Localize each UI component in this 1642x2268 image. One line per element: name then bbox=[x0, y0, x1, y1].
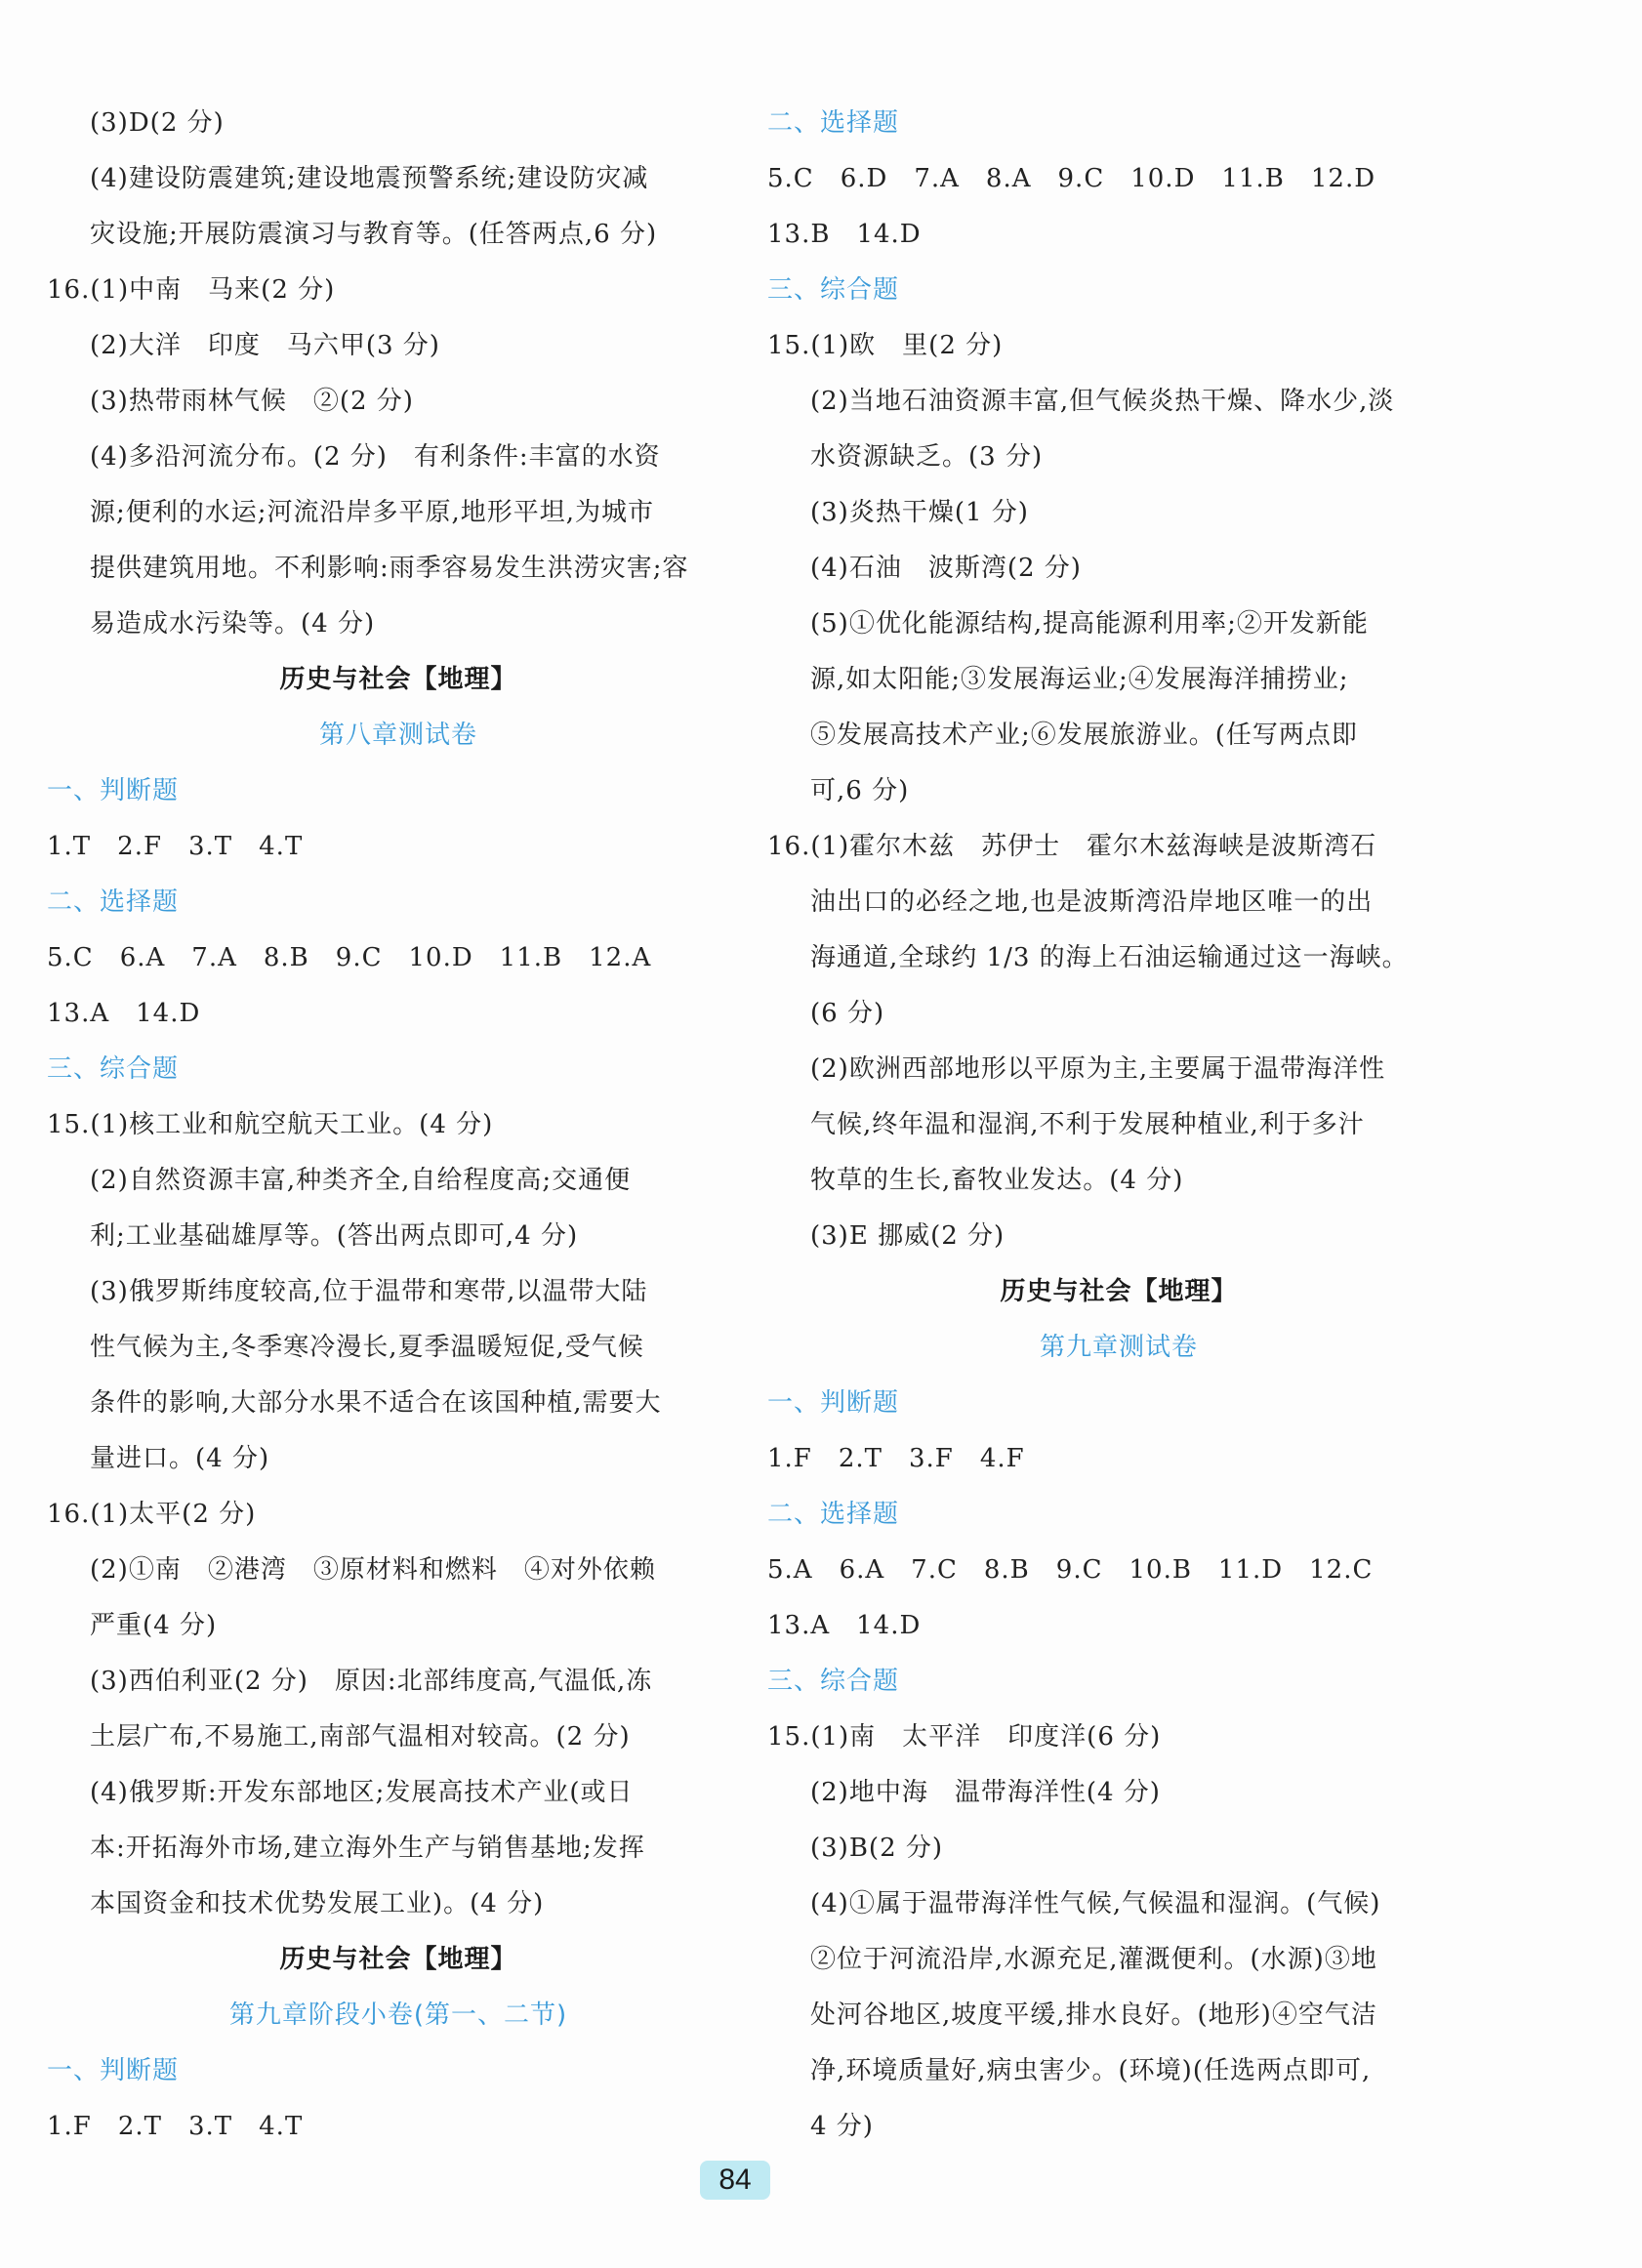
answer-line: 13.A 14.D bbox=[47, 999, 201, 1028]
answer-line: (2)地中海 温带海洋性(4 分) bbox=[810, 1778, 1161, 1807]
answer-line: (2)当地石油资源丰富,但气候炎热干燥、降水少,淡 bbox=[810, 387, 1395, 416]
answer-line: (4)建设防震建筑;建设地震预警系统;建设防灾减 bbox=[90, 164, 649, 193]
answer-line: 易造成水污染等。(4 分) bbox=[90, 609, 376, 639]
answer-line: 本国资金和技术优势发展工业)。(4 分) bbox=[90, 1889, 545, 1918]
left-column bbox=[47, 96, 730, 2155]
answer-line: 气候,终年温和湿润,不利于发展种植业,利于多汁 bbox=[810, 1110, 1365, 1139]
page-number-badge: 84 bbox=[700, 2161, 770, 2200]
answer-line: 15.(1)欧 里(2 分) bbox=[767, 331, 1004, 360]
test-subtitle: 第八章测试卷 bbox=[318, 721, 477, 750]
answer-line: 源,如太阳能;③发展海运业;④发展海洋捕捞业; bbox=[810, 665, 1349, 694]
answer-line: (2)大洋 印度 马六甲(3 分) bbox=[90, 331, 440, 360]
answer-line: (3)西伯利亚(2 分) 原因:北部纬度高,气温低,冻 bbox=[90, 1667, 653, 1696]
answer-line: ⑤发展高技术产业;⑥发展旅游业。(任写两点即 bbox=[810, 721, 1358, 750]
answer-line: (3)E 挪威(2 分) bbox=[810, 1221, 1006, 1251]
chapter-title: 历史与社会【地理】 bbox=[279, 665, 517, 694]
chapter-title: 历史与社会【地理】 bbox=[279, 1945, 517, 1974]
answer-line: 源;便利的水运;河流沿岸多平原,地形平坦,为城市 bbox=[90, 498, 655, 527]
section-heading: 三、综合题 bbox=[767, 1667, 900, 1696]
answer-line: (5)①优化能源结构,提高能源利用率;②开发新能 bbox=[810, 609, 1369, 639]
answer-line: 16.(1)中南 马来(2 分) bbox=[47, 275, 336, 305]
answer-line: (6 分) bbox=[810, 999, 885, 1028]
answer-line: 油出口的必经之地,也是波斯湾沿岸地区唯一的出 bbox=[810, 887, 1374, 917]
answer-line: 1.F 2.T 3.T 4.T bbox=[47, 2112, 304, 2141]
chapter-title: 历史与社会【地理】 bbox=[1000, 1277, 1238, 1306]
answer-line: (4)①属于温带海洋性气候,气候温和湿润。(气候) bbox=[810, 1889, 1381, 1918]
section-heading: 一、判断题 bbox=[767, 1388, 900, 1418]
section-heading: 三、综合题 bbox=[47, 1054, 180, 1084]
answer-line: 16.(1)太平(2 分) bbox=[47, 1500, 257, 1529]
answer-line: 灾设施;开展防震演习与教育等。(任答两点,6 分) bbox=[90, 220, 658, 249]
answer-line: 净,环境质量好,病虫害少。(环境)(任选两点即可, bbox=[810, 2056, 1372, 2085]
answer-line: (3)炎热干燥(1 分) bbox=[810, 498, 1029, 527]
answer-line: 1.F 2.T 3.F 4.F bbox=[767, 1444, 1025, 1473]
answer-line: (3)热带雨林气候 ②(2 分) bbox=[90, 387, 414, 416]
answer-line: 15.(1)南 太平洋 印度洋(6 分) bbox=[767, 1722, 1162, 1752]
answer-line: 4 分) bbox=[810, 2112, 874, 2141]
answer-line: 5.C 6.A 7.A 8.B 9.C 10.D 11.B 12.A bbox=[47, 943, 652, 972]
test-subtitle: 第九章阶段小卷(第一、二节) bbox=[228, 2000, 568, 2030]
answer-line: 可,6 分) bbox=[810, 776, 910, 805]
answer-line: 条件的影响,大部分水果不适合在该国种植,需要大 bbox=[90, 1388, 662, 1418]
answer-line: (4)俄罗斯:开发东部地区;发展高技术产业(或日 bbox=[90, 1778, 634, 1807]
test-subtitle: 第九章测试卷 bbox=[1039, 1333, 1198, 1362]
section-heading: 一、判断题 bbox=[47, 776, 180, 805]
right-column bbox=[767, 96, 1451, 2155]
answer-line: 提供建筑用地。不利影响:雨季容易发生洪涝灾害;容 bbox=[90, 554, 689, 583]
answer-line: 5.C 6.D 7.A 8.A 9.C 10.D 11.B 12.D bbox=[767, 164, 1376, 193]
answer-line: 15.(1)核工业和航空航天工业。(4 分) bbox=[47, 1110, 494, 1139]
answer-line: 性气候为主,冬季寒冷漫长,夏季温暖短促,受气候 bbox=[90, 1333, 644, 1362]
answer-line: (3)D(2 分) bbox=[90, 108, 225, 138]
section-heading: 二、选择题 bbox=[767, 108, 900, 138]
answer-line: 严重(4 分) bbox=[90, 1611, 218, 1640]
section-heading: 二、选择题 bbox=[47, 887, 180, 917]
answer-line: 13.B 14.D bbox=[767, 220, 922, 249]
section-heading: 三、综合题 bbox=[767, 275, 900, 305]
answer-line: 海通道,全球约 1/3 的海上石油运输通过这一海峡。 bbox=[810, 943, 1409, 972]
answer-line: 1.T 2.F 3.T 4.T bbox=[47, 832, 304, 861]
answer-line: 13.A 14.D bbox=[767, 1611, 922, 1640]
answer-line: 水资源缺乏。(3 分) bbox=[810, 442, 1044, 472]
answer-line: (4)石油 波斯湾(2 分) bbox=[810, 554, 1082, 583]
answer-line: (4)多沿河流分布。(2 分) 有利条件:丰富的水资 bbox=[90, 442, 661, 472]
answer-line: (2)自然资源丰富,种类齐全,自给程度高;交通便 bbox=[90, 1166, 632, 1195]
answer-line: (2)①南 ②港湾 ③原材料和燃料 ④对外依赖 bbox=[90, 1555, 656, 1585]
answer-line: 土层广布,不易施工,南部气温相对较高。(2 分) bbox=[90, 1722, 631, 1752]
answer-line: 16.(1)霍尔木兹 苏伊士 霍尔木兹海峡是波斯湾石 bbox=[767, 832, 1377, 861]
section-heading: 一、判断题 bbox=[47, 2056, 180, 2085]
answer-line: 量进口。(4 分) bbox=[90, 1444, 270, 1473]
answer-line: (3)B(2 分) bbox=[810, 1834, 944, 1863]
answer-line: 利;工业基础雄厚等。(答出两点即可,4 分) bbox=[90, 1221, 579, 1251]
answer-line: 处河谷地区,坡度平缓,排水良好。(地形)④空气洁 bbox=[810, 2000, 1377, 2030]
answer-line: 5.A 6.A 7.C 8.B 9.C 10.B 11.D 12.C bbox=[767, 1555, 1374, 1585]
answer-line: (3)俄罗斯纬度较高,位于温带和寒带,以温带大陆 bbox=[90, 1277, 648, 1306]
answer-line: 本:开拓海外市场,建立海外生产与销售基地;发挥 bbox=[90, 1834, 645, 1863]
answer-line: 牧草的生长,畜牧业发达。(4 分) bbox=[810, 1166, 1184, 1195]
section-heading: 二、选择题 bbox=[767, 1500, 900, 1529]
answer-line: (2)欧洲西部地形以平原为主,主要属于温带海洋性 bbox=[810, 1054, 1386, 1084]
answer-line: ②位于河流沿岸,水源充足,灌溉便利。(水源)③地 bbox=[810, 1945, 1377, 1974]
